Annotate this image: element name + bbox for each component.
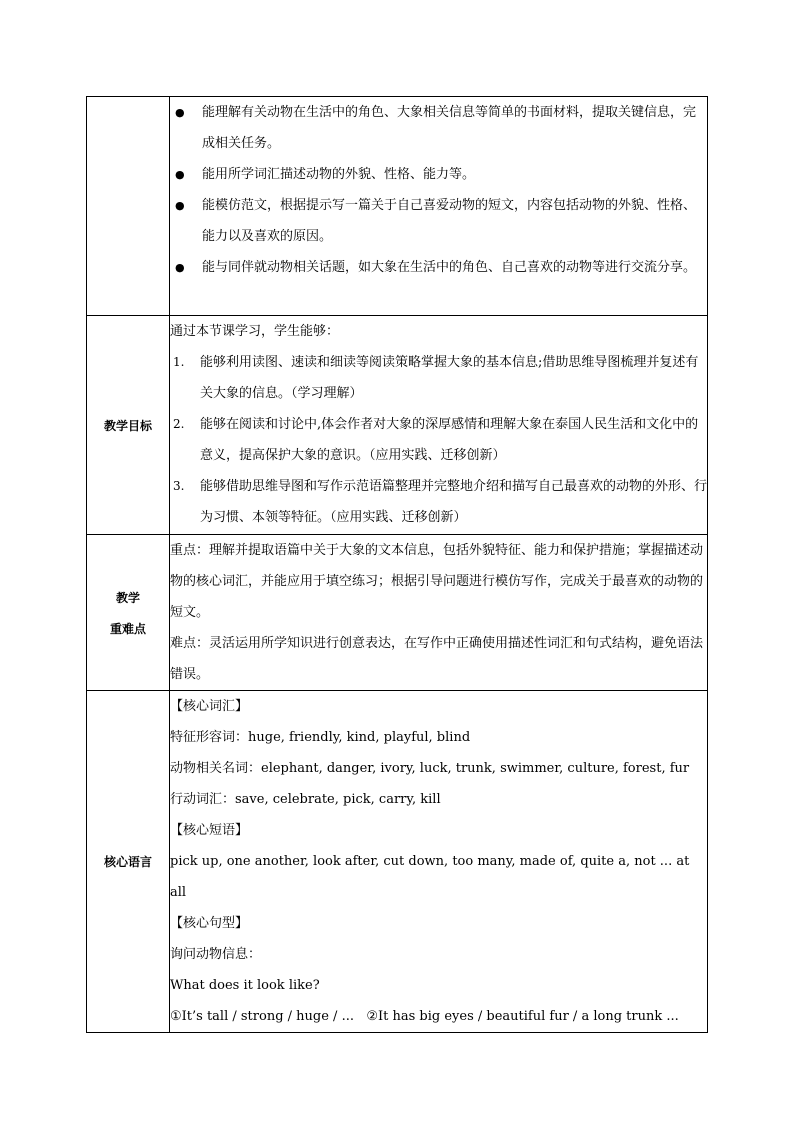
pattern-heading: 【核心句型】: [170, 916, 249, 931]
vocab-heading: 【核心词汇】: [170, 699, 249, 714]
adjectives-line: 特征形容词：huge, friendly, kind, playful, blind: [170, 730, 471, 745]
abilities-cell: [170, 97, 708, 316]
lesson-plan-table: [86, 96, 708, 1033]
goals-row: [87, 316, 708, 535]
goals-label: 教学目标: [87, 316, 170, 535]
answers-line: ①It’s tall / strong / huge / ... ②It has big eyes / beautiful fur / a long trunk ...: [170, 1009, 679, 1024]
difficulty-text: 难点：灵活运用所学知识进行创意表达，在写作中正确使用描述性词汇和句式结构，避免语法错误。: [170, 636, 704, 682]
ability-item: ● 能用所学词汇描述动物的外貌、性格、能力等。: [170, 159, 707, 190]
goals-cell: [170, 316, 708, 535]
bullet-icon: ●: [175, 168, 185, 181]
ability-item: ● 能理解有关动物在生活中的角色、大象相关信息等简单的书面材料，提取关键信息，完成相关任务。: [170, 97, 707, 159]
phrase-heading: 【核心短语】: [170, 823, 249, 838]
goal-item: 3. 能够借助思维导图和写作示范语篇整理并完整地介绍和描写自己最喜欢的动物的外形、行为习惯、本领等特征。（应用实践、迁移创新）: [173, 479, 708, 525]
ability-item: ● 能模仿范文，根据提示写一篇关于自己喜爱动物的短文，内容包括动物的外貌、性格、能力以及喜欢的原因。: [170, 190, 707, 252]
abilities-label-cell: [87, 97, 170, 316]
abilities-row: [87, 97, 708, 316]
verbs-line: 行动词汇：save, celebrate, pick, carry, kill: [170, 792, 441, 807]
bullet-icon: ●: [175, 199, 185, 212]
language-label: 核心语言: [87, 691, 170, 1033]
language-row: [87, 691, 708, 1033]
ability-item: ● 能与同伴就动物相关话题，如大象在生活中的角色、自己喜欢的动物等进行交流分享。: [170, 252, 707, 283]
bullet-icon: ●: [175, 106, 185, 119]
question-line: What does it look like?: [170, 978, 320, 993]
nouns-line: 动物相关名词：elephant, danger, ivory, luck, trunk, swimmer, culture, forest, fur: [170, 761, 690, 776]
phrases-line: pick up, one another, look after, cut down, too many, made of, quite a, not ... at all: [170, 854, 690, 900]
focus-text: 重点：理解并提取语篇中关于大象的文本信息，包括外貌特征、能力和保护措施；掌握描述动物的核心词汇，并能应用于填空练习；根据引导问题进行模仿写作，完成关于最喜欢的动物的短文。: [170, 543, 704, 620]
goal-item: 1. 能够利用读图、速读和细读等阅读策略掌握大象的基本信息;借助思维导图梳理并复述有关大象的信息。（学习理解）: [173, 355, 699, 401]
goal-item: 2. 能够在阅读和讨论中,体会作者对大象的深厚感情和理解大象在泰国人民生活和文化中的意义，提高保护大象的意识。（应用实践、迁移创新）: [173, 417, 699, 463]
goals-intro: 通过本节课学习，学生能够：: [170, 324, 340, 339]
keypoints-label: 教学 重难点: [87, 535, 170, 691]
keypoints-row: [87, 535, 708, 691]
keypoints-cell: [170, 535, 708, 691]
ask-line: 询问动物信息：: [170, 947, 262, 962]
bullet-icon: ●: [175, 261, 185, 274]
language-cell: [170, 691, 708, 1033]
